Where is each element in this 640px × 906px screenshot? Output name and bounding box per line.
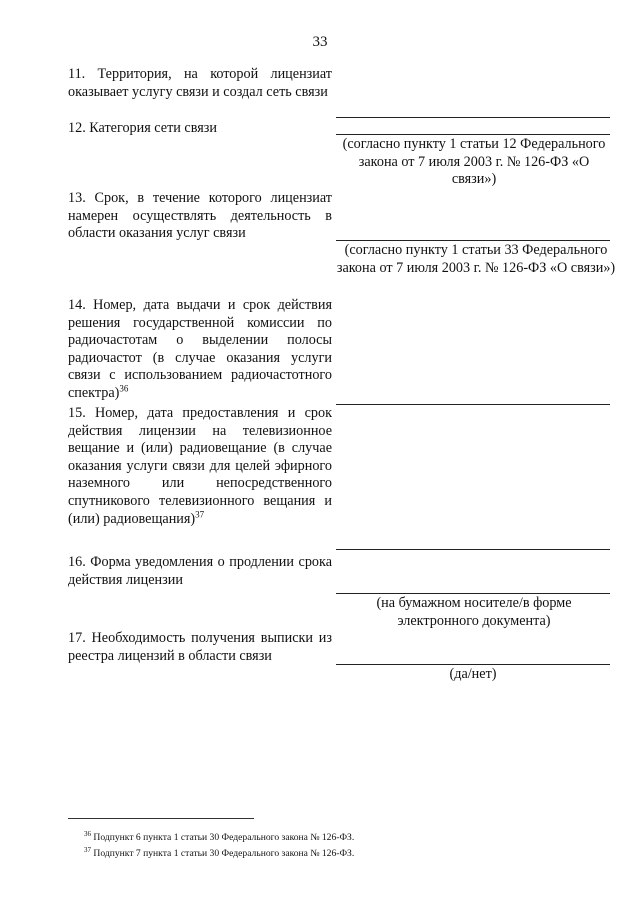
- footnote-ref-37[interactable]: 37: [195, 508, 205, 519]
- item-16-answer-line[interactable]: [336, 593, 610, 594]
- item-12-caption: (согласно пункту 1 статьи 12 Федерального закона от 7 июля 2003 г. № 126-ФЗ «О связи»): [342, 136, 606, 188]
- item-16-text: 16. Форма уведомления о продлении срока действия лицензии: [68, 554, 332, 588]
- item-13-answer-line[interactable]: [336, 240, 610, 241]
- footnote-37: $^{37}$ Подпункт 7 пункта 1 статьи 30 Федерального закона № 126-ФЗ.: [84, 846, 355, 860]
- item-11-text: 11. Территория, на которой лицензиат оказывает услугу связи и создал сеть связи: [68, 66, 332, 100]
- footnote-ref-36[interactable]: 36: [119, 383, 129, 394]
- item-17-caption: (да/нет): [449, 666, 497, 682]
- item-15-answer-line[interactable]: [336, 549, 610, 550]
- footnote-separator: [68, 818, 254, 819]
- item-12-text: 12. Категория сети связи: [68, 120, 217, 136]
- item-17-answer-line[interactable]: [336, 664, 610, 665]
- item-14-text: 14. Номер, дата выдачи и срок действия решения государственной комиссии по радиочастотам о выделении полосы радиочастот (в случае оказания услуги связи с использованием радиочастотного спектра)$^{36}$: [68, 297, 332, 401]
- item-16-caption: (на бумажном носителе/в форме электронного документа): [376, 595, 572, 629]
- item-14-answer-line[interactable]: [336, 404, 610, 405]
- item-17-text: 17. Необходимость получения выписки из реестра лицензий в области связи: [68, 630, 332, 664]
- footnote-36: $^{36}$ Подпункт 6 пункта 1 статьи 30 Федерального закона № 126-ФЗ.: [84, 830, 355, 844]
- item-13-caption: (согласно пункту 1 статьи 33 Федерального закона от 7 июля 2003 г. № 126-ФЗ «О связи»): [336, 242, 616, 276]
- item-15-text: 15. Номер, дата предоставления и срок действия лицензии на телевизионное вещание и (или) радиовещание (в случае оказания услуги связи для целей эфирного наземного или непосредственного спутникового телевизионного вещания и (или) радиовещания)$^{37}$: [68, 405, 332, 527]
- page-number: 33: [312, 34, 328, 50]
- item-13-text: 13. Срок, в течение которого лицензиат намерен осуществлять деятельность в области оказания услуг связи: [68, 190, 332, 242]
- item-12-answer-line[interactable]: [336, 134, 610, 135]
- item-11-answer-line[interactable]: [336, 117, 610, 118]
